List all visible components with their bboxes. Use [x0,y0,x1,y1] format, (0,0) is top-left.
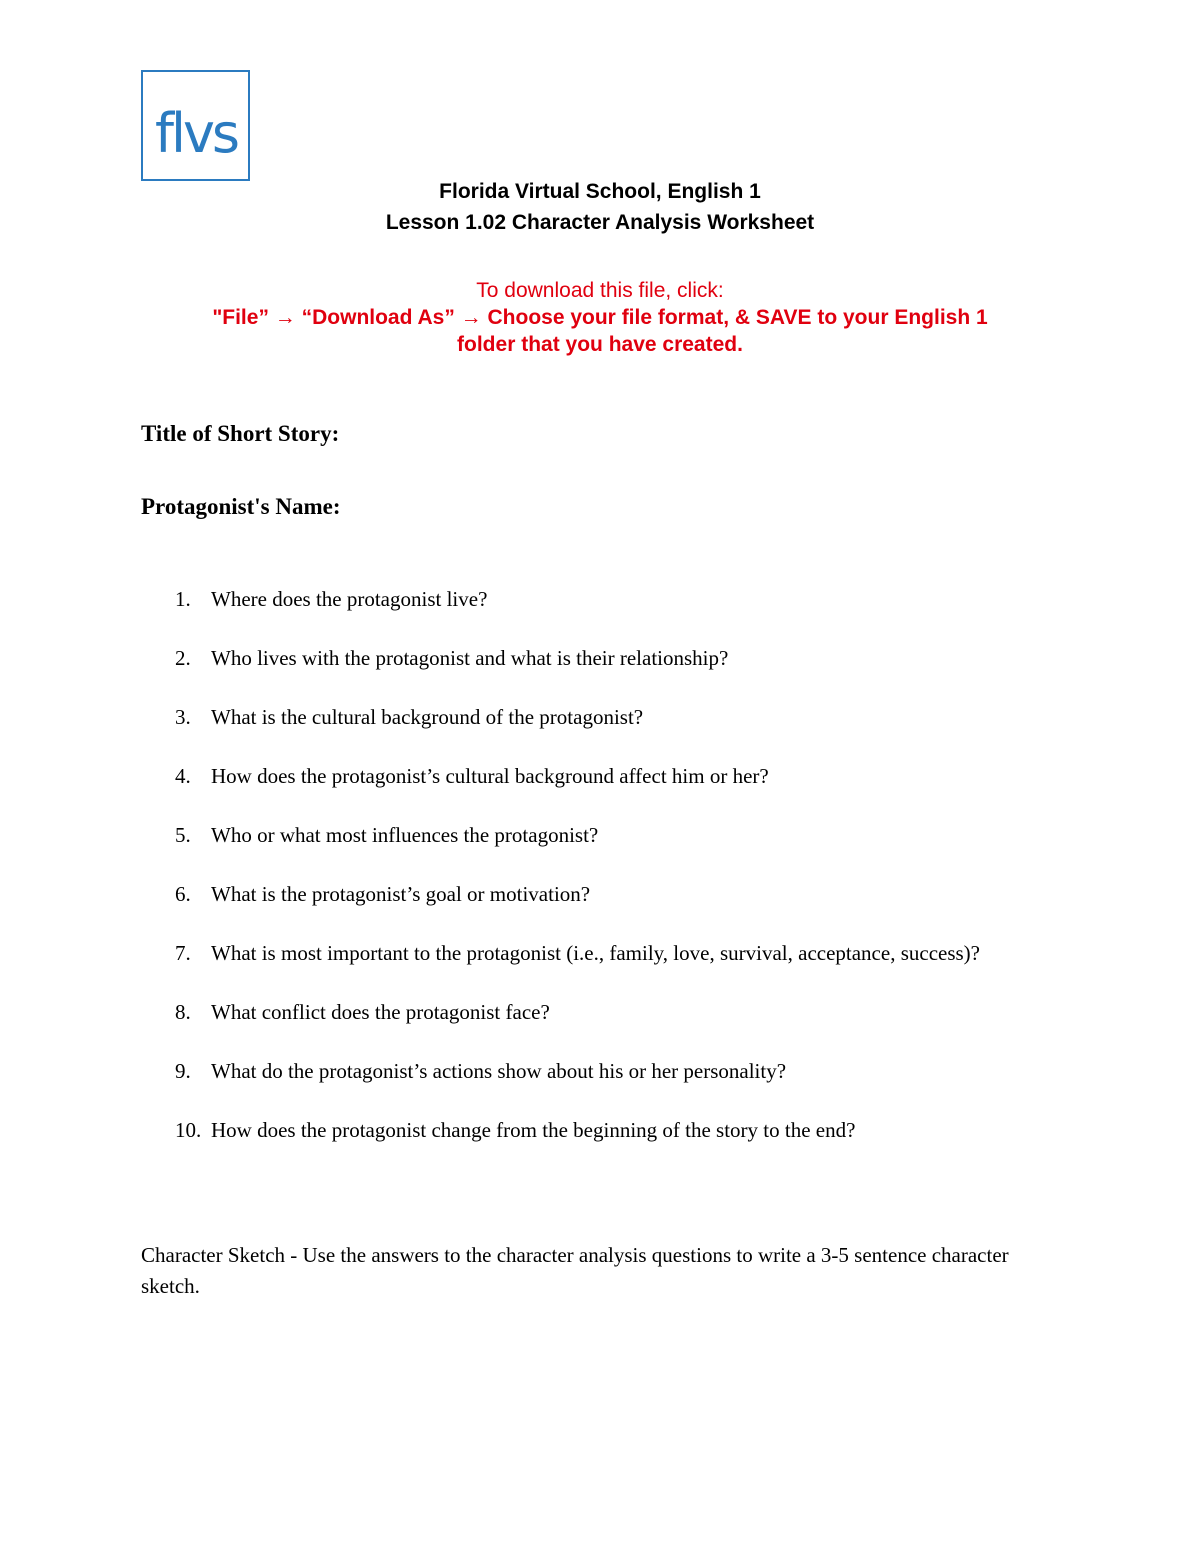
question-number: 10. [175,1118,202,1142]
question-item [141,997,1041,1028]
question-number: 7. [175,941,191,965]
question-number: 4. [175,764,191,788]
flvs-logo [141,70,250,181]
question-item [141,879,1041,910]
question-text: What is the protagonist’s goal or motivation? [211,882,591,906]
question-item [141,584,1041,615]
question-text: Who lives with the protagonist and what is their relationship? [211,646,729,670]
question-item [141,1115,1041,1146]
question-number: 8. [175,1000,191,1024]
question-text: Where does the protagonist live? [211,587,488,611]
download-instruction-intro: To download this file, click: [476,279,724,302]
question-item [141,820,1041,851]
question-item [141,702,1041,733]
question-text: Who or what most influences the protagonist? [211,823,599,847]
question-text: How does the protagonist change from the beginning of the story to the end? [211,1118,856,1142]
lesson-title: Lesson 1.02 Character Analysis Worksheet [385,211,815,234]
question-number: 5. [175,823,191,847]
question-text: What is the cultural background of the protagonist? [211,705,644,729]
question-number: 6. [175,882,191,906]
story-title-label: Title of Short Story: [141,421,340,446]
question-number: 1. [175,587,191,611]
school-title: Florida Virtual School, English 1 [439,180,761,203]
question-item [141,761,1041,792]
protagonist-name-label: Protagonist's Name: [141,494,341,519]
question-item [141,1056,1041,1087]
question-text: How does the protagonist’s cultural background affect him or her? [211,764,769,788]
character-sketch-prompt: Character Sketch - Use the answers to the character analysis questions to write a 3-5 sentence character sketch. [141,1243,1009,1298]
question-number: 2. [175,646,191,670]
question-text: What do the protagonist’s actions show about his or her personality? [211,1059,787,1083]
question-item [141,938,1041,969]
question-number: 3. [175,705,191,729]
question-text: What conflict does the protagonist face? [211,1000,550,1024]
question-list [141,584,1041,1174]
question-text: What is most important to the protagonist (i.e., family, love, survival, acceptance, success)? [211,941,980,965]
question-item [141,643,1041,674]
question-number: 9. [175,1059,191,1083]
download-instruction-steps: "File” → “Download As” → Choose your file format, & SAVE to your English 1 [212,306,988,329]
download-instruction-folder: folder that you have created. [457,333,743,356]
flvs-logo-text: flvs [154,102,238,165]
